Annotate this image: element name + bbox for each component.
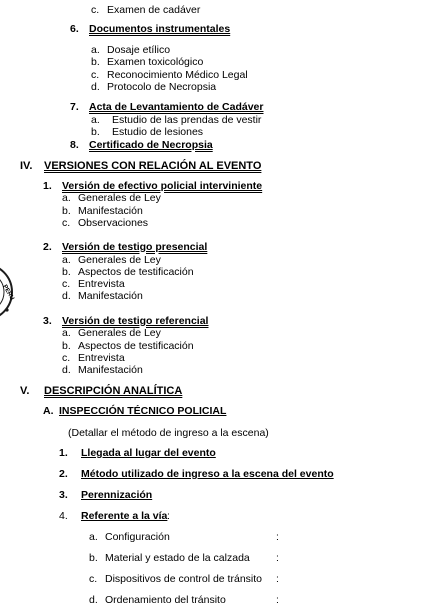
item-marker-b-lesiones: b. — [91, 126, 100, 138]
item-text-p3: Perennización — [81, 489, 153, 501]
item-marker-v3a: a. — [62, 327, 71, 339]
item-text-p2: Método utilizado de ingreso a la escena del evento — [81, 468, 334, 480]
item-text-secA: INSPECCIÓN TÉCNICO POLICIAL — [59, 405, 227, 417]
item-marker-v2c: c. — [62, 278, 71, 290]
item-marker-sec5: V. — [20, 385, 30, 397]
item-marker-d-proto: d. — [91, 81, 100, 93]
item-text-b-lesiones: Estudio de lesiones — [112, 126, 204, 138]
item-marker-p4: 4. — [59, 510, 68, 522]
item-text-sec4: VERSIONES CON RELACIÓN AL EVENTO — [44, 160, 262, 172]
item-marker-v3d: d. — [62, 364, 71, 376]
item-text-v3c: Entrevista — [78, 352, 125, 364]
item-marker-p3: 3. — [59, 489, 68, 501]
item-text-c-recon: Reconocimiento Médico Legal — [107, 69, 248, 81]
item-marker-v2b: b. — [62, 266, 71, 278]
item-marker-b-tox: b. — [91, 56, 100, 68]
item-marker-v2d: d. — [62, 290, 71, 302]
item-text-v2d: Manifestación — [78, 290, 143, 302]
item-marker-num7: 7. — [70, 101, 79, 113]
item-marker-secA: A. — [43, 405, 54, 417]
item-text-v3a: Generales de Ley — [78, 327, 161, 339]
item-marker-v3: 3. — [43, 315, 52, 327]
item-text-v2c: Entrevista — [78, 278, 125, 290]
item-text-r-a: Configuración — [105, 531, 170, 543]
item-text-p4: Referente a la vía — [81, 510, 168, 522]
item-marker-r-a: a. — [89, 531, 98, 543]
item-marker-v2a: a. — [62, 254, 71, 266]
item-text-v2: Versión de testigo presencial — [62, 241, 208, 253]
item-text-colon-d: : — [276, 594, 279, 606]
item-marker-p2: 2. — [59, 468, 68, 480]
item-text-r-b: Material y estado de la calzada — [105, 552, 250, 564]
item-marker-v1: 1. — [43, 180, 52, 192]
item-marker-r-c: c. — [89, 573, 98, 585]
item-text-num7: Acta de Levantamiento de Cadáver — [89, 101, 264, 113]
item-text-v3: Versión de testigo referencial — [62, 315, 209, 327]
item-text-num8: Certificado de Necropsia — [89, 139, 213, 151]
item-text-v1: Versión de efectivo policial interviniente — [62, 180, 263, 192]
item-text-p1: Llegada al lugar del evento — [81, 447, 216, 459]
item-text-v2a: Generales de Ley — [78, 254, 161, 266]
item-text-p4-colon: : — [167, 510, 170, 522]
item-marker-num6: 6. — [70, 23, 79, 35]
item-text-r-d: Ordenamiento del tránsito — [105, 594, 226, 606]
item-text-c-examen: Examen de cadáver — [107, 4, 201, 16]
item-text-v1b: Manifestación — [78, 205, 143, 217]
item-marker-c-recon: c. — [91, 69, 100, 81]
item-text-v1a: Generales de Ley — [78, 192, 161, 204]
item-text-v1c: Observaciones — [78, 217, 149, 229]
seal-text: PERU — [1, 284, 15, 302]
item-marker-v1c: c. — [62, 217, 71, 229]
item-text-v3d: Manifestación — [78, 364, 143, 376]
item-marker-sec4: IV. — [20, 160, 33, 172]
item-marker-p1: 1. — [59, 447, 68, 459]
item-marker-v3b: b. — [62, 340, 71, 352]
item-marker-v1a: a. — [62, 192, 71, 204]
item-marker-c-examen: c. — [91, 4, 100, 16]
item-text-colon-c: : — [276, 573, 279, 585]
item-marker-num8: 8. — [70, 139, 79, 151]
item-text-colon-a: : — [276, 531, 279, 543]
item-text-v2b: Aspectos de testificación — [78, 266, 194, 278]
item-marker-r-b: b. — [89, 552, 98, 564]
item-marker-a-prendas: a. — [91, 114, 100, 126]
item-text-a-dosaje: Dosaje etílico — [107, 44, 171, 56]
item-text-d-proto: Protocolo de Necropsia — [107, 81, 217, 93]
item-text-b-tox: Examen toxicológico — [107, 56, 204, 68]
item-marker-v3c: c. — [62, 352, 71, 364]
item-marker-r-d: d. — [89, 594, 98, 606]
item-text-colon-b: : — [276, 552, 279, 564]
item-text-note: (Detallar el método de ingreso a la escena) — [68, 427, 269, 439]
item-text-a-prendas: Estudio de las prendas de vestir — [112, 114, 262, 126]
item-text-num6: Documentos instrumentales — [89, 23, 231, 35]
item-text-sec5: DESCRIPCIÓN ANALÍTICA — [44, 385, 183, 397]
item-text-r-c: Dispositivos de control de tránsito — [105, 573, 262, 585]
item-marker-a-dosaje: a. — [91, 44, 100, 56]
police-seal-stamp — [0, 262, 16, 322]
item-marker-v1b: b. — [62, 205, 71, 217]
item-text-v3b: Aspectos de testificación — [78, 340, 194, 352]
item-marker-v2: 2. — [43, 241, 52, 253]
